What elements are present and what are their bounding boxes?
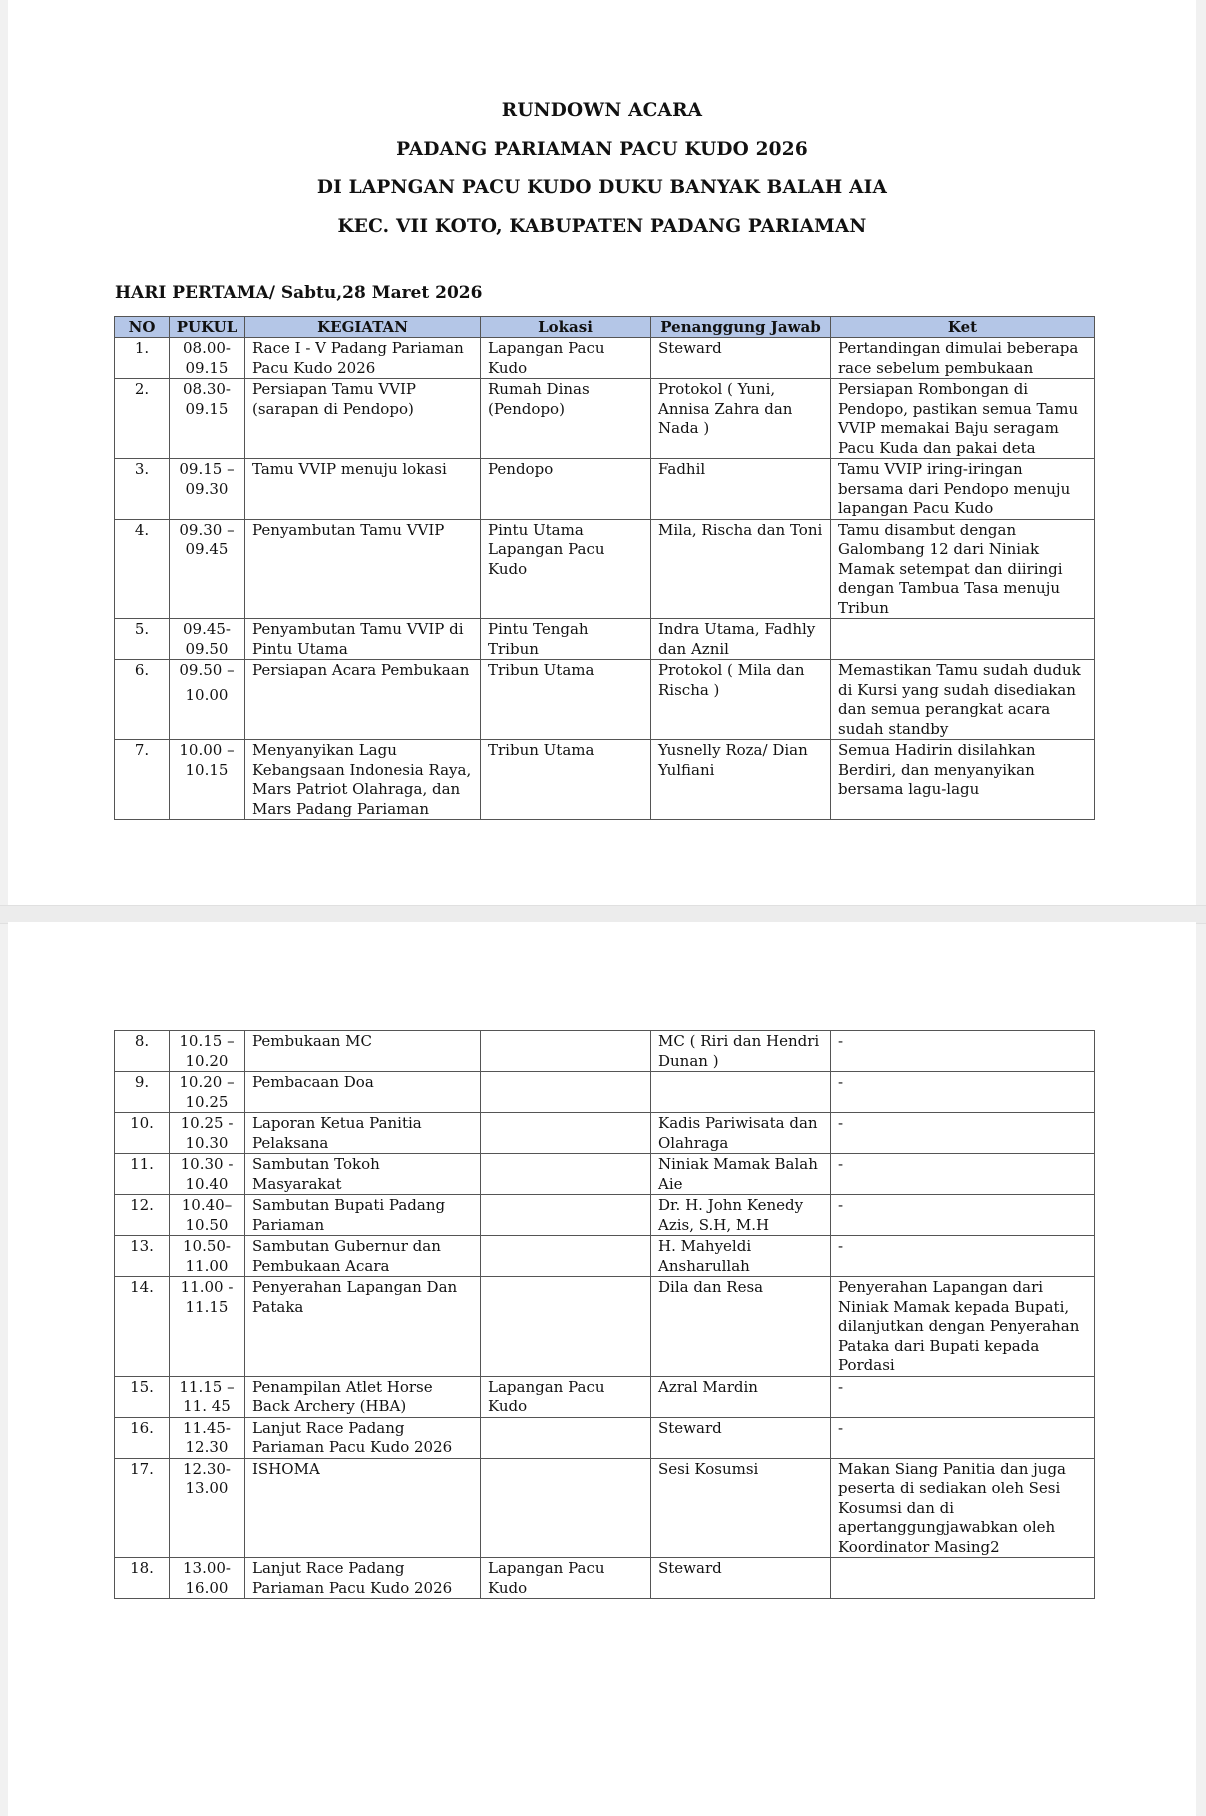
time-end: 10.15 [185,760,229,779]
row-location [481,1236,651,1277]
row-pic: Indra Utama, Fadhly dan Aznil [651,619,831,660]
row-pic: Niniak Mamak Balah Aie [651,1154,831,1195]
row-pic: Protokol ( Yuni, Annisa Zahra dan Nada ) [651,379,831,459]
time-end: 11. 45 [183,1397,231,1415]
row-no: 18. [115,1558,170,1599]
row-time [170,338,245,379]
row-note: Penyerahan Lapangan dari Niniak Mamak kepada Bupati, dilanjutkan dengan Penyerahan Pataka dari Bupati kepada Pordasi [831,1277,1095,1377]
row-time [170,379,245,459]
time-start: 09.30 – [179,520,235,539]
table-row [115,1417,1095,1458]
row-pic: Dr. H. John Kenedy Azis, S.H, M.H [651,1195,831,1236]
table-row [115,1558,1095,1599]
document-page-2 [8,922,1196,1816]
time-end: 10.40 [185,1174,229,1193]
table-row [115,338,1095,379]
row-activity: ISHOMA [245,1458,481,1558]
row-location [481,1031,651,1072]
row-note: Memastikan Tamu sudah duduk di Kursi yang sudah disediakan dan semua perangkat acara sudah standby [831,660,1095,740]
row-activity: Laporan Ketua Panitia Pelaksana [245,1113,481,1154]
row-pic: H. Mahyeldi Ansharullah [651,1236,831,1277]
row-pic: Yusnelly Roza/ Dian Yulfiani [651,740,831,820]
row-location [481,1458,651,1558]
row-note: - [831,1113,1095,1154]
row-note [831,1558,1095,1599]
row-time [170,1072,245,1113]
row-activity: Persiapan Acara Pembukaan [245,660,481,740]
row-activity: Penyambutan Tamu VVIP [245,519,481,619]
row-activity: Pembukaan MC [245,1031,481,1072]
table-row [115,1236,1095,1277]
time-start: 09.50 – [179,661,235,679]
row-location [481,1277,651,1377]
row-location: Tribun Utama [481,740,651,820]
time-start: 10.40– [181,1196,233,1214]
row-pic [651,1072,831,1113]
time-end: 09.50 [185,639,229,658]
row-note: Tamu disambut dengan Galombang 12 dari Niniak Mamak setempat dan diiringi dengan Tambua Tasa menuju Tribun [831,519,1095,619]
table-row [115,1072,1095,1113]
row-location: Pintu Utama Lapangan Pacu Kudo [481,519,651,619]
row-note: Makan Siang Panitia dan juga peserta di sediakan oleh Sesi Kosumsi dan di apertanggungjawabkan oleh Koordinator Masing2 [831,1458,1095,1558]
row-note: - [831,1417,1095,1458]
time-start: 09.15 – [179,460,235,478]
row-no: 7. [115,740,170,820]
row-time [170,519,245,619]
row-note: Semua Hadirin disilahkan Berdiri, dan menyanyikan bersama lagu-lagu [831,740,1095,820]
row-time [170,660,245,740]
row-activity: Lanjut Race Padang Pariaman Pacu Kudo 2026 [245,1558,481,1599]
row-location: Lapangan Pacu Kudo [481,1558,651,1599]
table-row [115,379,1095,459]
row-time [170,1236,245,1277]
table-header-row [115,317,1095,338]
header-lokasi: Lokasi [481,317,651,338]
row-location: Tribun Utama [481,660,651,740]
document-title [8,92,1196,246]
time-start: 10.20 – [179,1073,235,1091]
row-note: Pertandingan dimulai beberapa race sebelum pembukaan [831,338,1095,379]
row-no: 12. [115,1195,170,1236]
title-line: RUNDOWN ACARA [501,100,703,121]
row-no: 15. [115,1376,170,1417]
time-end: 10.30 [185,1133,229,1152]
time-start: 08.00- [182,339,231,357]
row-activity: Sambutan Tokoh Masyarakat [245,1154,481,1195]
row-pic: Sesi Kosumsi [651,1458,831,1558]
row-note: - [831,1376,1095,1417]
table-row [115,1154,1095,1195]
time-end: 10.25 [185,1092,229,1111]
row-no: 14. [115,1277,170,1377]
time-start: 13.00- [182,1559,231,1577]
time-start: 11.15 – [179,1377,235,1396]
row-no: 16. [115,1417,170,1458]
row-time [170,459,245,520]
row-time [170,1154,245,1195]
table-row [115,1277,1095,1377]
row-location [481,1154,651,1195]
row-no: 6. [115,660,170,740]
time-end: 11.15 [185,1297,229,1316]
row-time [170,1458,245,1558]
time-start: 11.45- [182,1418,231,1437]
table-row [115,740,1095,820]
row-time [170,1417,245,1458]
time-start: 12.30- [182,1459,231,1478]
row-activity: Race I - V Padang Pariaman Pacu Kudo 2026 [245,338,481,379]
table-row [115,1031,1095,1072]
header-no: NO [115,317,170,338]
row-time [170,619,245,660]
row-pic: MC ( Riri dan Hendri Dunan ) [651,1031,831,1072]
table-row [115,1195,1095,1236]
row-no: 13. [115,1236,170,1277]
row-location [481,1195,651,1236]
row-location: Pendopo [481,459,651,520]
row-activity: Penampilan Atlet Horse Back Archery (HBA) [245,1376,481,1417]
time-end: 09.15 [185,358,229,377]
title-line: DI LAPNGAN PACU KUDO DUKU BANYAK BALAH AIA [316,177,888,198]
rundown-table-part-1 [114,316,1095,820]
row-no: 3. [115,459,170,520]
time-start: 09.45- [182,620,231,638]
row-time [170,1195,245,1236]
row-location [481,1417,651,1458]
row-note: - [831,1236,1095,1277]
row-pic: Steward [651,1558,831,1599]
row-note: - [831,1072,1095,1113]
row-time [170,1558,245,1599]
time-end: 12.30 [185,1438,229,1456]
row-no: 9. [115,1072,170,1113]
time-start: 10.30 - [180,1155,234,1173]
time-end: 09.30 [185,479,229,498]
row-activity: Lanjut Race Padang Pariaman Pacu Kudo 2026 [245,1417,481,1458]
row-note: - [831,1031,1095,1072]
table-row [115,1458,1095,1558]
header-ket: Ket [831,317,1095,338]
document-page-1 [8,0,1196,905]
row-pic: Steward [651,338,831,379]
row-pic: Mila, Rischa dan Toni [651,519,831,619]
row-no: 11. [115,1154,170,1195]
table-row [115,1113,1095,1154]
table-row [115,1376,1095,1417]
row-no: 8. [115,1031,170,1072]
row-time [170,1031,245,1072]
time-end: 10.50 [185,1215,229,1234]
row-time [170,740,245,820]
row-location [481,1113,651,1154]
time-start: 10.00 – [179,741,235,759]
row-note [831,619,1095,660]
day-heading: HARI PERTAMA/ Sabtu,28 Maret 2026 [115,283,483,303]
table-row [115,459,1095,520]
row-pic: Kadis Pariwisata dan Olahraga [651,1113,831,1154]
time-start: 10.50- [182,1237,231,1255]
row-no: 4. [115,519,170,619]
row-note: Persiapan Rombongan di Pendopo, pastikan semua Tamu VVIP memakai Baju seragam Pacu Kuda dan pakai deta [831,379,1095,459]
row-time [170,1277,245,1377]
rundown-table-part-2 [114,1030,1095,1599]
header-pukul: PUKUL [170,317,245,338]
header-kegiatan: KEGIATAN [245,317,481,338]
time-end: 10.20 [185,1051,229,1070]
time-end: 09.15 [185,399,229,418]
row-no: 10. [115,1113,170,1154]
row-activity: Sambutan Gubernur dan Pembukaan Acara [245,1236,481,1277]
row-activity: Pembacaan Doa [245,1072,481,1113]
row-activity: Persiapan Tamu VVIP (sarapan di Pendopo) [245,379,481,459]
row-note: - [831,1195,1095,1236]
row-activity: Penyambutan Tamu VVIP di Pintu Utama [245,619,481,660]
time-end: 09.45 [185,540,229,558]
time-start: 10.25 - [180,1114,234,1132]
row-pic: Steward [651,1417,831,1458]
row-activity: Tamu VVIP menuju lokasi [245,459,481,520]
header-penanggung-jawab: Penanggung Jawab [651,317,831,338]
row-location [481,1072,651,1113]
time-end: 16.00 [185,1578,229,1597]
time-end: 13.00 [185,1479,229,1497]
row-location: Pintu Tengah Tribun [481,619,651,660]
row-activity: Sambutan Bupati Padang Pariaman [245,1195,481,1236]
row-time [170,1113,245,1154]
time-start: 08.30- [182,380,231,398]
row-pic: Dila dan Resa [651,1277,831,1377]
row-no: 1. [115,338,170,379]
title-line: KEC. VII KOTO, KABUPATEN PADANG PARIAMAN [337,215,867,237]
row-no: 2. [115,379,170,459]
row-location: Lapangan Pacu Kudo [481,338,651,379]
row-activity: Menyanyikan Lagu Kebangsaan Indonesia Raya, Mars Patriot Olahraga, dan Mars Padang Pariaman [245,740,481,820]
row-activity: Penyerahan Lapangan Dan Pataka [245,1277,481,1377]
table-row [115,660,1095,740]
time-start: 10.15 – [179,1032,235,1050]
title-line: PADANG PARIAMAN PACU KUDO 2026 [396,138,808,160]
row-no: 17. [115,1458,170,1558]
row-location: Rumah Dinas (Pendopo) [481,379,651,459]
row-pic: Azral Mardin [651,1376,831,1417]
row-pic: Protokol ( Mila dan Rischa ) [651,660,831,740]
time-start: 11.00 - [180,1278,234,1296]
table-row [115,519,1095,619]
table-row [115,619,1095,660]
row-note: - [831,1154,1095,1195]
time-end: 10.00 [185,685,229,704]
row-pic: Fadhil [651,459,831,520]
row-no: 5. [115,619,170,660]
row-note: Tamu VVIP iring-iringan bersama dari Pendopo menuju lapangan Pacu Kudo [831,459,1095,520]
row-time [170,1376,245,1417]
row-location: Lapangan Pacu Kudo [481,1376,651,1417]
time-end: 11.00 [185,1256,229,1275]
